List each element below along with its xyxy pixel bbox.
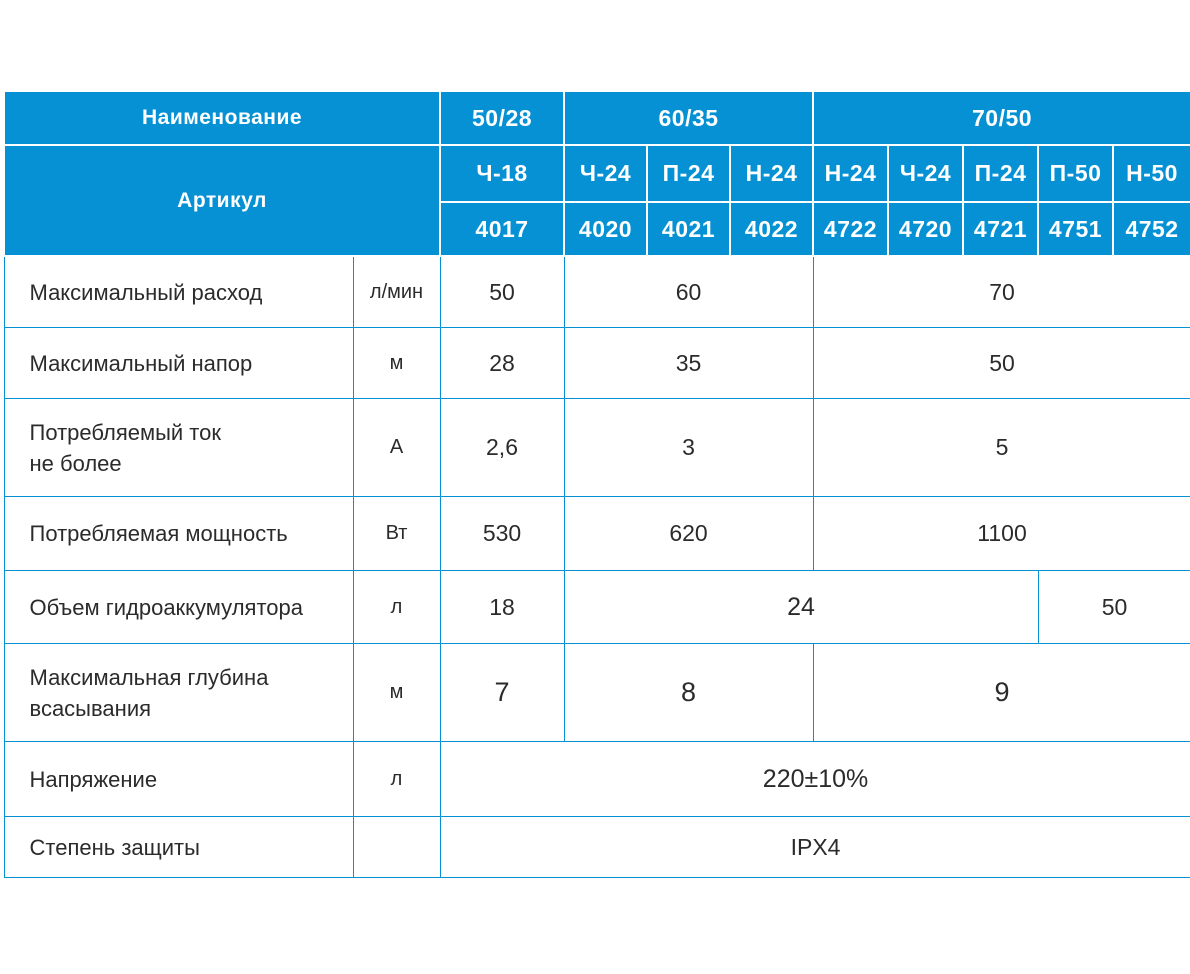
article-number: 4720 [888,202,963,256]
cell-value: 620 [564,497,813,571]
model-header: Ч-24 [888,145,963,202]
row-label-line: всасывания [29,695,152,721]
row-unit [353,817,440,878]
row-unit: л [353,742,440,817]
model-header: Н-24 [813,145,888,202]
name-header: Наименование [4,91,440,145]
table-row [4,742,1190,817]
row-label [4,399,353,497]
table-row [4,399,1190,497]
cell-value: 5 [813,399,1190,497]
model-header: П-50 [1038,145,1113,202]
cell-value: 8 [564,644,813,742]
cell-value: 530 [440,497,564,571]
model-header: Ч-24 [564,145,647,202]
article-number: 4021 [647,202,730,256]
model-header: Ч-18 [440,145,564,202]
row-unit: л [353,571,440,644]
table-header [4,91,1190,256]
model-header: П-24 [647,145,730,202]
cell-value: IPX4 [440,817,1190,878]
row-unit: А [353,399,440,497]
table-row [4,644,1190,742]
model-header: Н-24 [730,145,813,202]
table-row [4,256,1190,328]
spec-table-wrapper [3,90,1190,878]
table-row [4,817,1190,878]
row-unit: Вт [353,497,440,571]
row-label: Максимальный расход [4,256,353,328]
cell-value: 220±10% [440,742,1190,817]
table-row [4,328,1190,399]
cell-value: 70 [813,256,1190,328]
row-unit: м [353,644,440,742]
group-header: 60/35 [564,91,813,145]
cell-value: 60 [564,256,813,328]
table-body [4,256,1190,878]
model-header: П-24 [963,145,1038,202]
cell-value: 50 [1038,571,1190,644]
cell-value: 50 [813,328,1190,399]
row-label: Потребляемая мощность [4,497,353,571]
row-unit: м [353,328,440,399]
group-header: 70/50 [813,91,1190,145]
article-number: 4751 [1038,202,1113,256]
row-label [4,644,353,742]
cell-value: 24 [564,571,1038,644]
article-number: 4722 [813,202,888,256]
cell-value: 35 [564,328,813,399]
cell-value: 18 [440,571,564,644]
article-number: 4017 [440,202,564,256]
article-number: 4020 [564,202,647,256]
cell-value: 1100 [813,497,1190,571]
article-number: 4721 [963,202,1038,256]
header-row-groups [4,91,1190,145]
row-label: Объем гидроаккумулятора [4,571,353,644]
cell-value: 7 [440,644,564,742]
cell-value: 2,6 [440,399,564,497]
row-label-line: не более [29,450,122,476]
row-unit: л/мин [353,256,440,328]
row-label-line: Максимальная глубина [29,664,269,690]
article-number: 4752 [1113,202,1190,256]
cell-value: 50 [440,256,564,328]
cell-value: 9 [813,644,1190,742]
model-header: Н-50 [1113,145,1190,202]
row-label: Напряжение [4,742,353,817]
row-label-line: Потребляемый ток [29,419,221,445]
group-header: 50/28 [440,91,564,145]
table-row [4,571,1190,644]
row-label: Степень защиты [4,817,353,878]
header-row-models [4,145,1190,202]
table-row [4,497,1190,571]
article-number: 4022 [730,202,813,256]
cell-value: 3 [564,399,813,497]
spec-table [3,90,1190,878]
cell-value: 28 [440,328,564,399]
article-header: Артикул [4,145,440,256]
row-label: Максимальный напор [4,328,353,399]
